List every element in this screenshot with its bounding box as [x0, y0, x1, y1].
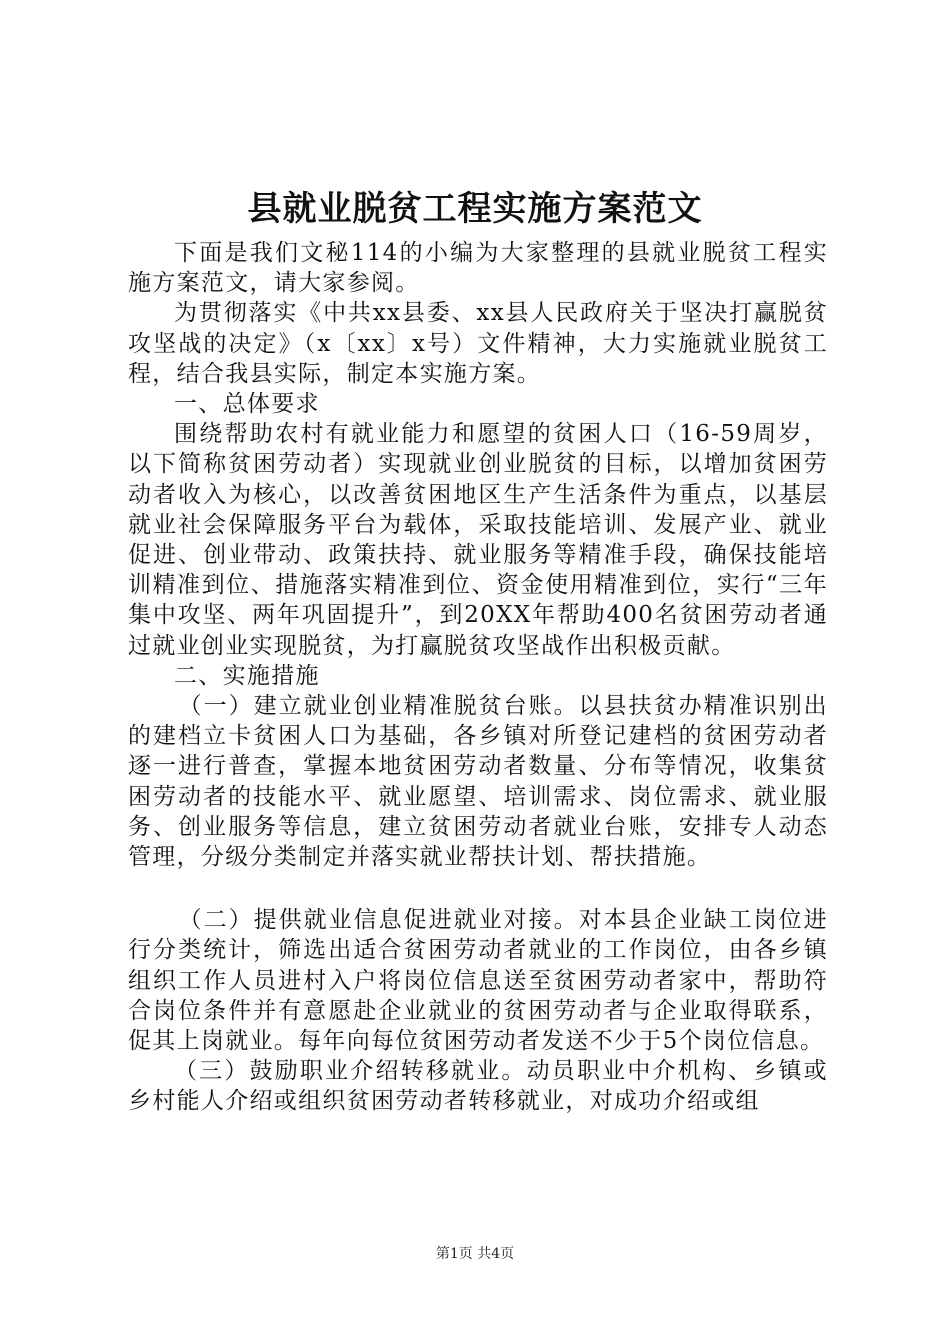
section-heading-general-requirements: 一、总体要求	[174, 391, 320, 418]
section-heading-measures: 二、实施措施	[174, 662, 320, 689]
page-number-footer: 第1页 共4页	[435, 1246, 515, 1262]
paragraph-spacer	[128, 872, 828, 905]
measure-2-paragraph: （二）提供就业信息促进就业对接。对本县企业缺工岗位进行分类统计，筛选出适合贫困劳动者就业的工作岗位，由各乡镇组织工作人员进村入户将岗位信息送至贫困劳动者家中，帮助符合岗位条件并有意愿赴企业就业的贫困劳动者与企业取得联系，促其上岗就业。每年向每位贫困劳动者发送不少于5个岗位信息。	[128, 907, 828, 1055]
document-title: 县就业脱贫工程实施方案范文	[247, 189, 703, 229]
measure-3-paragraph: （三）鼓励职业介绍转移就业。动员职业中介机构、乡镇或乡村能人介绍或组织贫困劳动者转移就业，对成功介绍或组	[128, 1058, 828, 1115]
measure-1-paragraph: （一）建立就业创业精准脱贫台账。以县扶贫办精准识别出的建档立卡贫困人口为基础，各乡镇对所登记建档的贫困劳动者逐一进行普查，掌握本地贫困劳动者数量、分布等情况，收集贫困劳动者的技能水平、就业愿望、培训需求、岗位需求、就业服务、创业服务等信息，建立贫困劳动者就业台账，安排专人动态管理，分级分类制定并落实就业帮扶计划、帮扶措施。	[128, 693, 828, 871]
intro-paragraph: 下面是我们文秘114的小编为大家整理的县就业脱贫工程实施方案范文，请大家参阅。	[128, 240, 828, 297]
purpose-paragraph: 为贯彻落实《中共xx县委、xx县人民政府关于坚决打赢脱贫攻坚战的决定》（x〔xx〕x号）文件精神，大力实施就业脱贫工程，结合我县实际，制定本实施方案。	[128, 300, 828, 387]
document-body	[128, 238, 828, 1117]
general-requirements-paragraph: 围绕帮助农村有就业能力和愿望的贫困人口（16-59周岁，以下简称贫困劳动者）实现就业创业脱贫的目标，以增加贫困劳动者收入为核心，以改善贫困地区生产生活条件为重点，以基层就业社会保障服务平台为载体，采取技能培训、发展产业、就业促进、创业带动、政策扶持、就业服务等精准手段，确保技能培训精准到位、措施落实精准到位、资金使用精准到位，实行“三年集中攻坚、两年巩固提升”，到20XX年帮助400名贫困劳动者通过就业创业实现脱贫，为打赢脱贫攻坚战作出积极贡献。	[128, 421, 828, 659]
